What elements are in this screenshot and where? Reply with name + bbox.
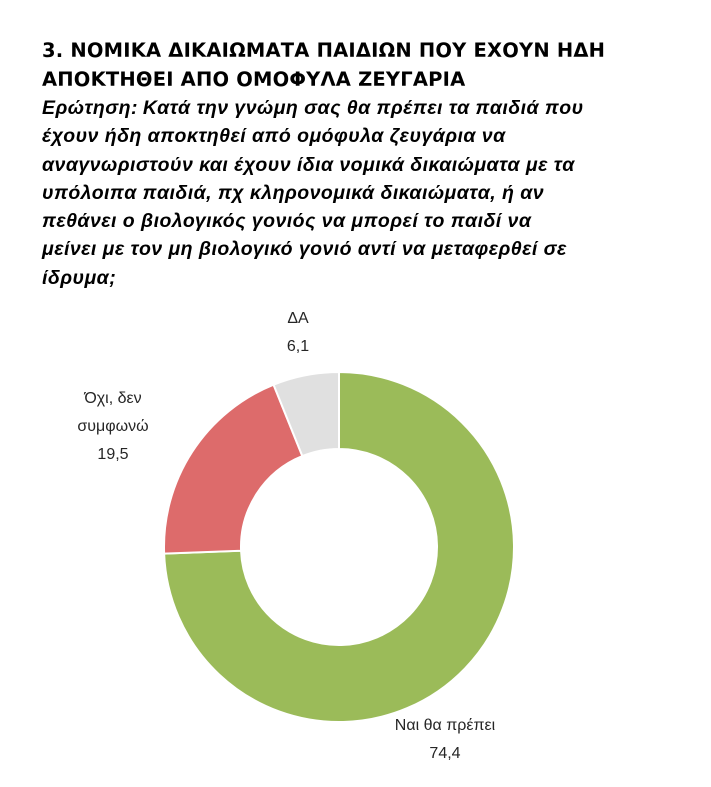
question-line-7: ίδρυμα; bbox=[42, 266, 117, 289]
slice-value-2: 19,5 bbox=[97, 446, 129, 463]
question-label: Ερώτηση: bbox=[42, 97, 138, 119]
donut-slice-2 bbox=[164, 385, 302, 554]
question-line-6: μείνει με τον μη βιολογικό γονιό αντί να μεταφερθεί σε bbox=[42, 238, 567, 261]
question-line-2: έχουν ήδη αποκτηθεί από ομόφυλα ζευγάρια να bbox=[42, 125, 506, 148]
slice-label-3-line-1: ΔΑ bbox=[287, 310, 309, 327]
slice-value-1: 74,4 bbox=[429, 745, 461, 762]
title-line-1: 3. ΝΟΜΙΚΑ ΔΙΚΑΙΩΜΑΤΑ ΠΑΙΔΙΩΝ ΠΟΥ ΕΧΟΥΝ ΗΔΗ bbox=[42, 39, 606, 62]
title-line-2: ΑΠΟΚΤΗΘΕΙ ΑΠΟ ΟΜΟΦΥΛΑ ΖΕΥΓΑΡΙΑ bbox=[42, 68, 466, 91]
question-line-3: αναγνωριστούν και έχουν ίδια νομικά δικαιώματα με τα bbox=[42, 153, 575, 176]
question-line-1: Κατά την γνώμη σας θα πρέπει τα παιδιά που bbox=[142, 97, 584, 119]
question-line-5: πεθάνει ο βιολογικός γονιός να μπορεί το παιδί να bbox=[42, 210, 532, 233]
question-line-4: υπόλοιπα παιδιά, πχ κληρονομικά δικαιώματα, ή αν bbox=[42, 181, 545, 204]
slice-label-1-line-1: Ναι θα πρέπει bbox=[394, 717, 496, 734]
slice-label-2-line-2: συμφωνώ bbox=[77, 418, 149, 435]
slice-value-3: 6,1 bbox=[286, 338, 310, 355]
slice-label-2-line-1: Όχι, δεν bbox=[84, 390, 142, 407]
